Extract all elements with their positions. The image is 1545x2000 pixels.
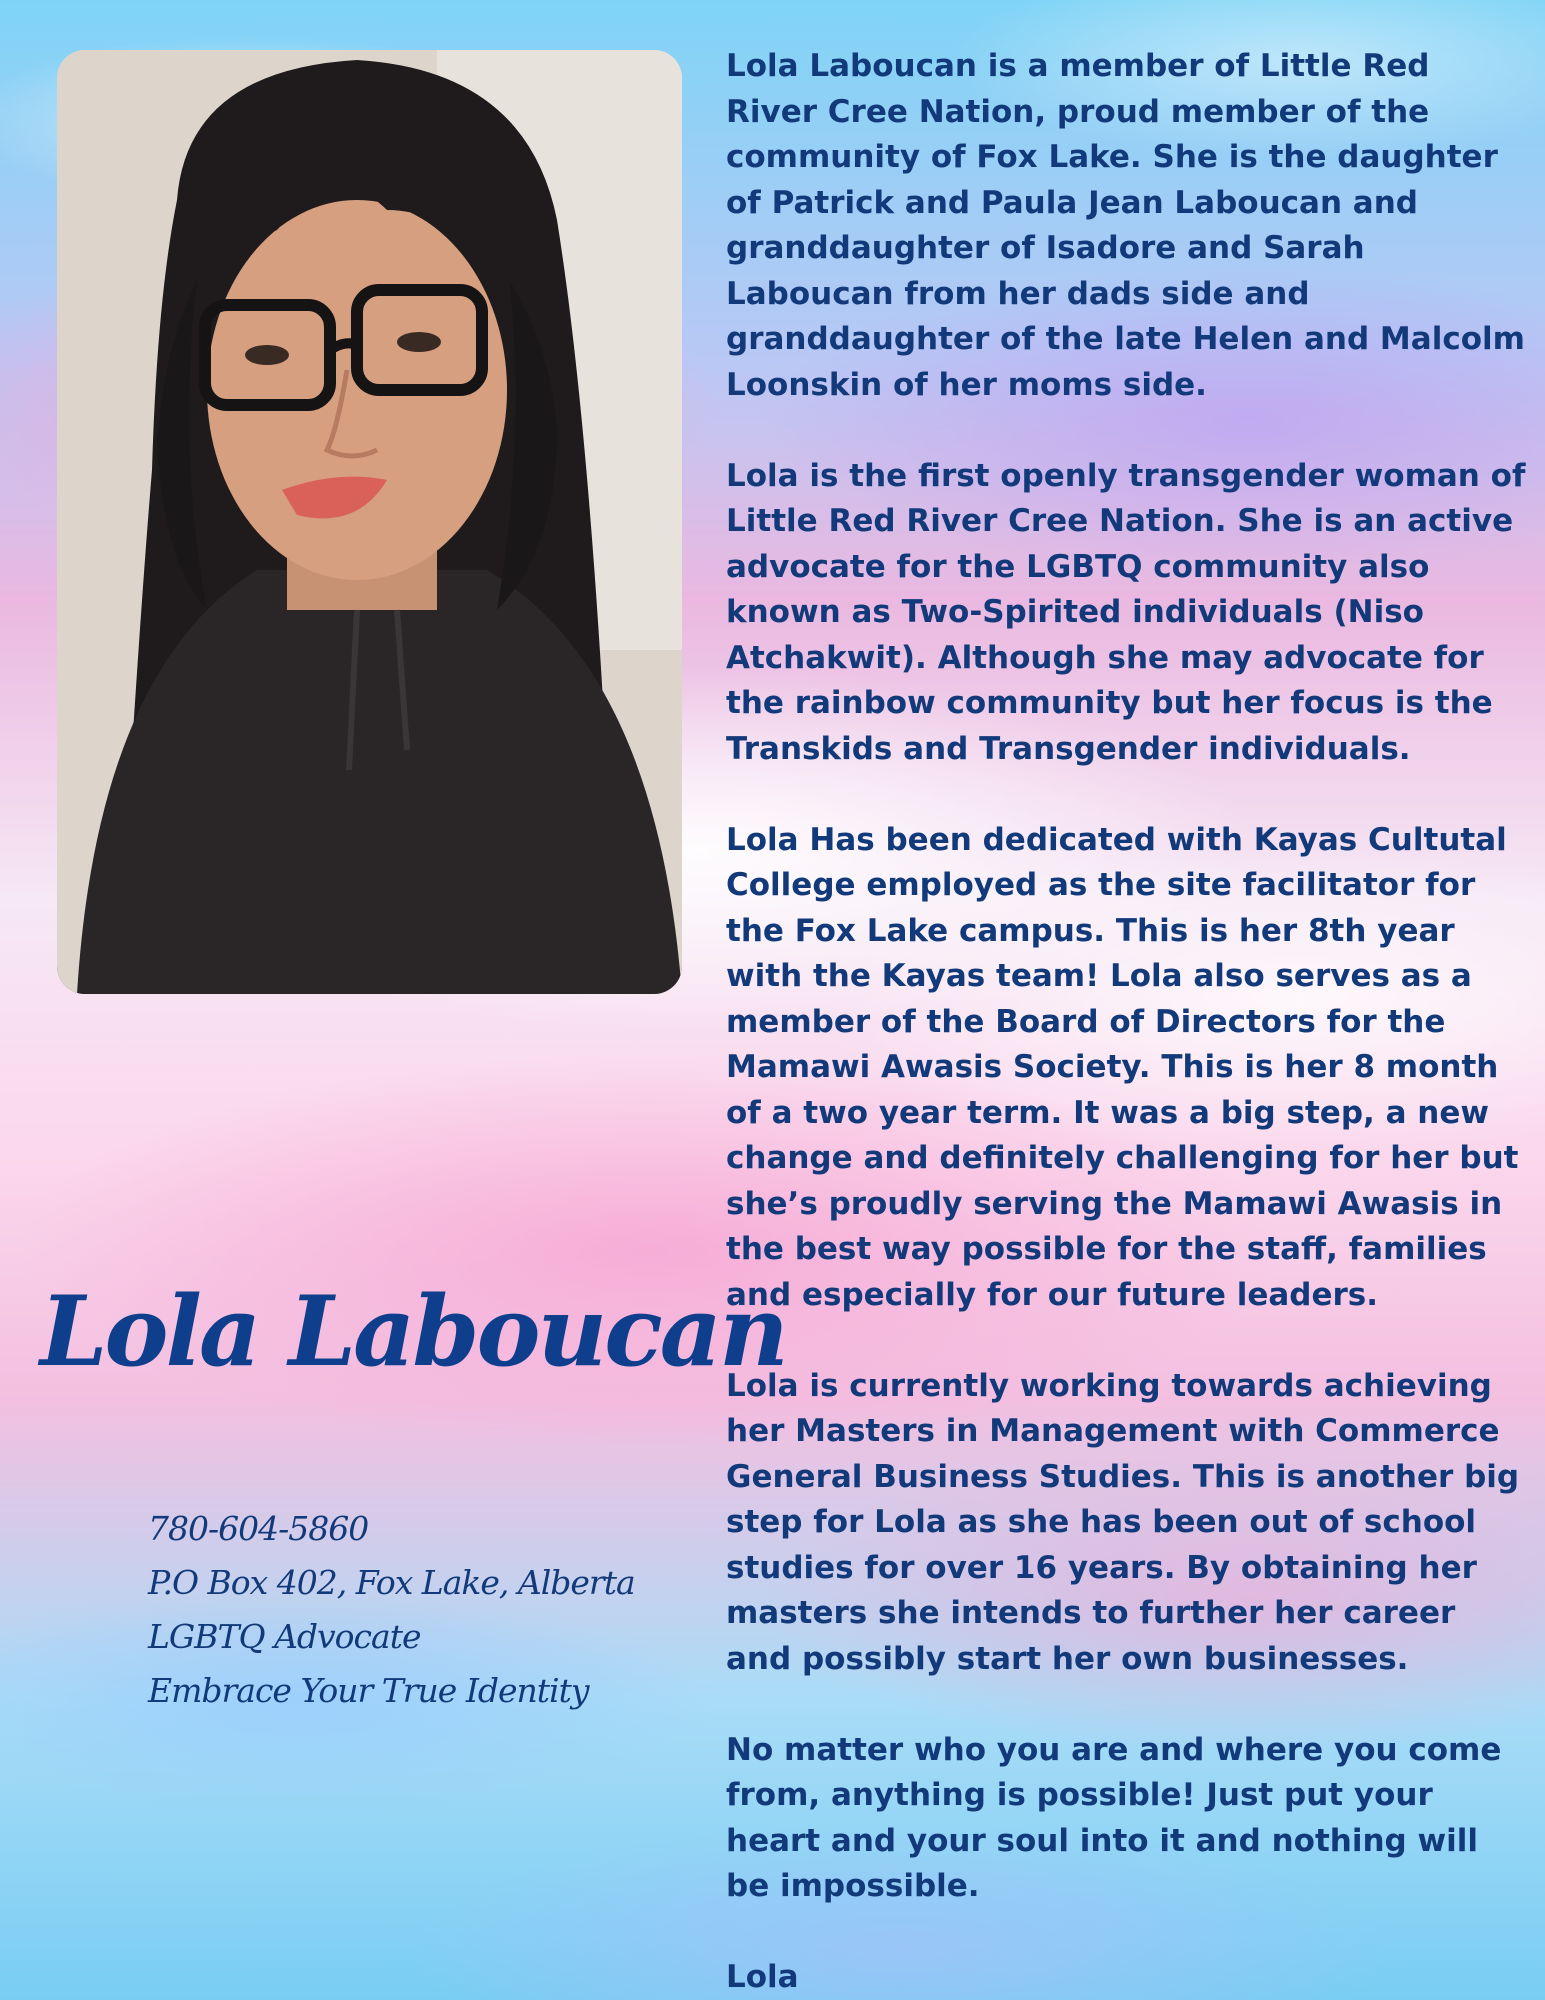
bio-paragraph-advocacy: Lola is the first openly transgender woman of Little Red River Cree Nation. She is an active advocate for the LGBTQ community also known as Two-Spirited individuals (Niso Atchakwit). Although she may advocate for the rainbow community but her focus is the Transkids and Transgender individuals.	[726, 457, 1526, 767]
portrait-photo	[57, 50, 682, 994]
bio-paragraph-career: Lola Has been dedicated with Kayas Cultutal College employed as the site facilitator for the Fox Lake campus. This is her 8th year with the Kayas team! Lola also serves as a member of the Board of Directors for the Mamawi Awasis Society. This is her 8 month of a two year term. It was a big step, a new change and definitely challenging for her but she’s proudly serving the Mamawi Awasis in the best way possible for the staff, families and especially for our future leaders.	[726, 821, 1519, 1313]
portrait-illustration	[57, 50, 682, 994]
phone-number: 780-604-5860	[148, 1509, 369, 1548]
bio-paragraph-motto: No matter who you are and where you come from, anything is possible! Just put your heart and your soul into it and nothing will be impossible.	[726, 1731, 1502, 1904]
bio-paragraph-heritage: Lola Laboucan is a member of Little Red River Cree Nation, proud member of the community of Fox Lake. She is the daughter of Patrick and Paula Jean Laboucan and granddaughter of Isadore and Sarah Laboucan from her dads side and granddaughter of the late Helen and Malcolm Loonskin of her moms side.	[726, 48, 1525, 403]
name-heading: Lola Laboucan	[40, 1275, 786, 1388]
contact-block	[148, 1502, 635, 1718]
mailing-address: P.O Box 402, Fox Lake, Alberta	[148, 1563, 635, 1602]
bio-signoff: Lola	[726, 1959, 799, 1995]
role-title: LGBTQ Advocate	[148, 1617, 421, 1656]
biography	[726, 44, 1526, 2000]
bio-paragraph-education: Lola is currently working towards achieving her Masters in Management with Commerce General Business Studies. This is another big step for Lola as she has been out of school studies for over 16 years. By obtaining her masters she intends to further her career and possibly start her own businesses.	[726, 1367, 1520, 1677]
tagline: Embrace Your True Identity	[148, 1671, 589, 1710]
